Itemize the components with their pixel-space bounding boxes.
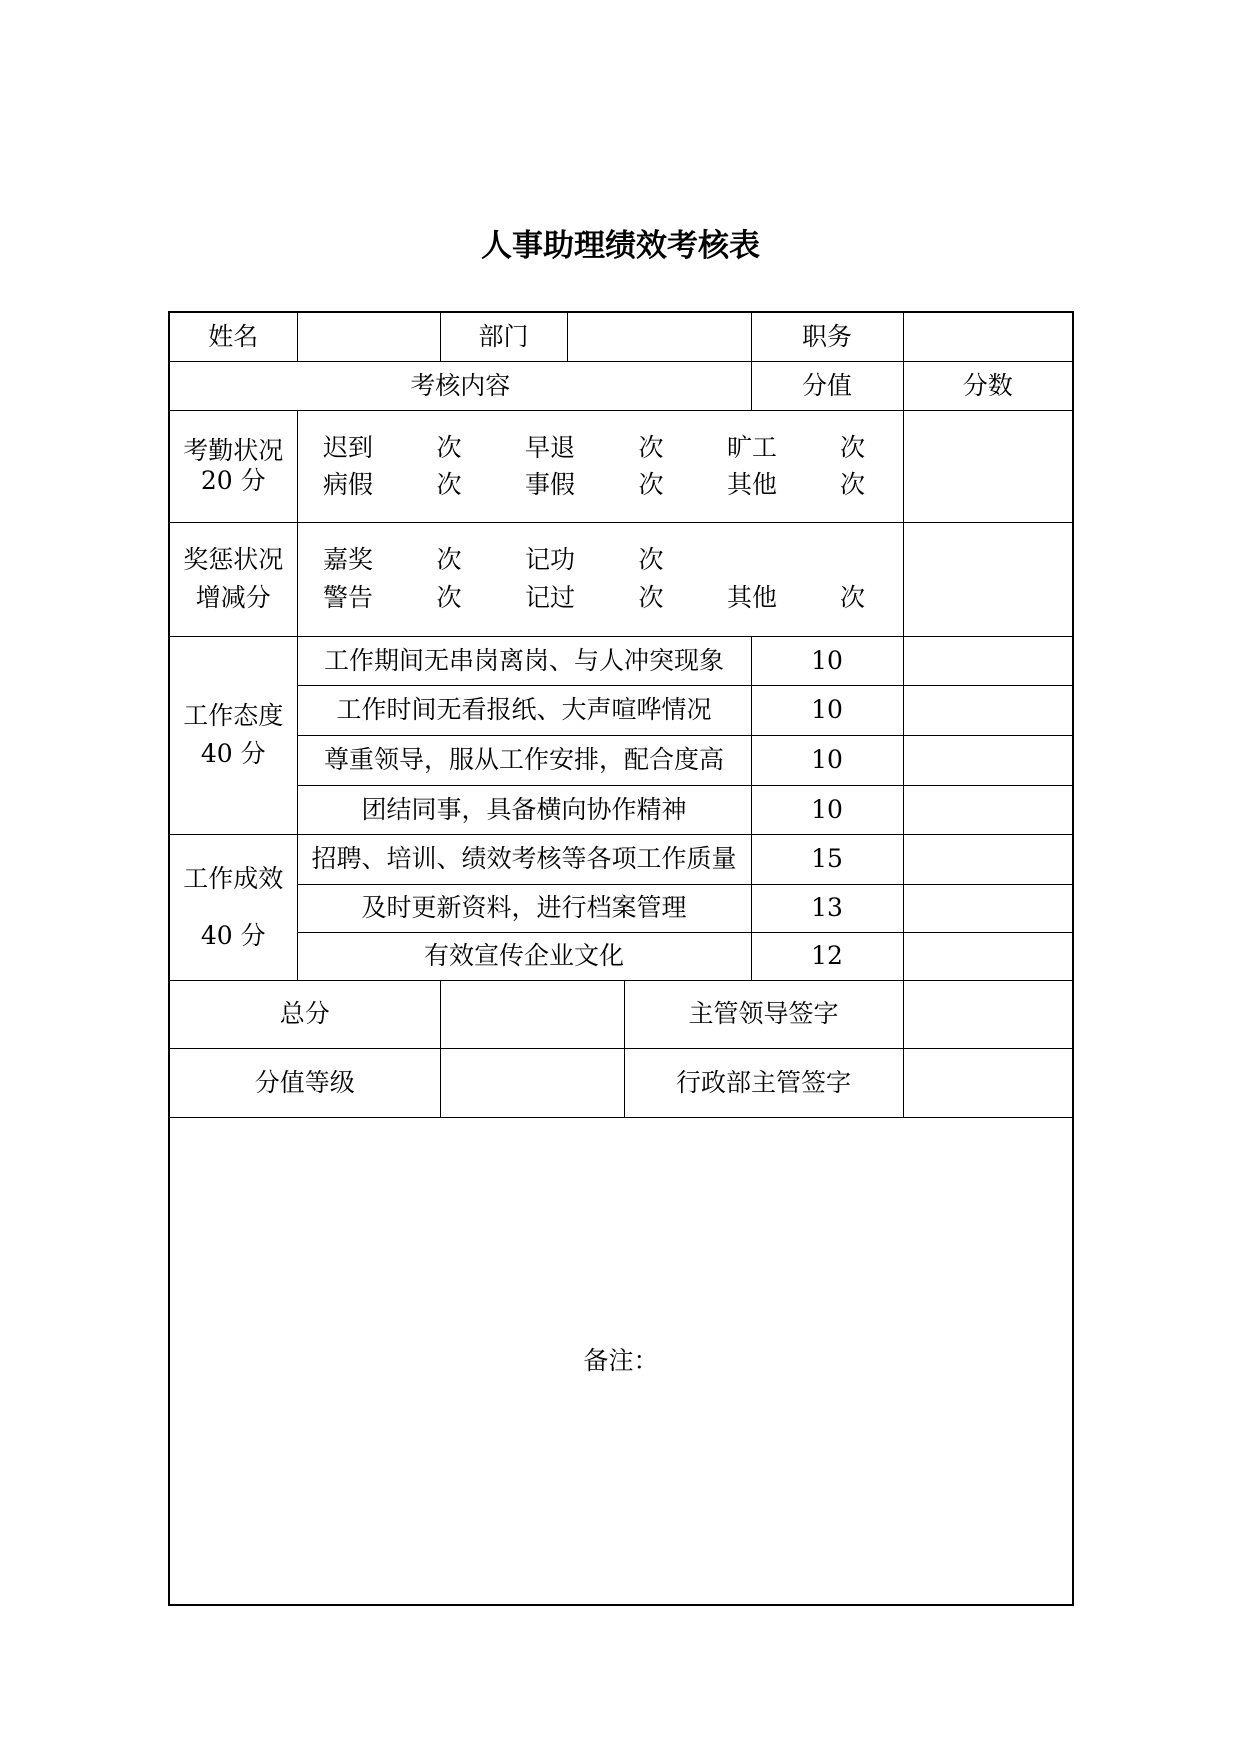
performance-row: [169, 932, 1073, 980]
count-unit-label: 次: [638, 545, 664, 574]
grade-row: [169, 1048, 1073, 1117]
count-unit-label: 次: [839, 470, 865, 499]
attendance-score-field: [903, 410, 1073, 522]
score-grade-label: 分值等级: [169, 1048, 440, 1117]
remarks-cell: [169, 1117, 1073, 1605]
attendance-item-label: 事假: [524, 470, 575, 499]
name-label: 姓名: [169, 312, 297, 361]
criterion-text: 有效宣传企业文化: [297, 932, 751, 980]
tally-line: [298, 541, 903, 579]
performance-row: [169, 884, 1073, 932]
criterion-score-field: [903, 636, 1073, 685]
criterion-score-field: [903, 685, 1073, 735]
rewards-item-label: 警告: [322, 583, 373, 612]
appraisal-table: [168, 311, 1074, 1606]
criterion-text: 团结同事，具备横向协作精神: [297, 785, 751, 834]
attendance-tally: [297, 410, 903, 522]
attendance-item-label: 早退: [524, 433, 575, 462]
criterion-text: 工作时间无看报纸、大声喧哗情况: [297, 685, 751, 735]
criterion-points: 10: [751, 785, 903, 834]
attendance-item-label: 病假: [322, 470, 373, 499]
criterion-points: 10: [751, 735, 903, 785]
rewards-category-label: 奖惩状况: [183, 545, 284, 574]
criterion-text: 招聘、培训、绩效考核等各项工作质量: [297, 834, 751, 884]
dept-label: 部门: [440, 312, 567, 361]
attitude-row: [169, 636, 1073, 685]
rewards-category: [169, 522, 297, 636]
criterion-score-field: [903, 834, 1073, 884]
count-unit-label: 次: [638, 583, 664, 612]
count-unit-label: 次: [436, 433, 462, 462]
header-row: [169, 312, 1073, 361]
rewards-item-label: 其他: [726, 583, 777, 612]
supervisor-signature-label: 主管领导签字: [624, 980, 903, 1048]
count-unit-label: 次: [638, 433, 664, 462]
content-column-header: 考核内容: [169, 361, 751, 410]
admin-supervisor-signature-field: [903, 1048, 1073, 1117]
attitude-row: [169, 735, 1073, 785]
column-header-row: [169, 361, 1073, 410]
count-unit-label: 次: [839, 583, 865, 612]
rewards-item-label: 记功: [524, 545, 575, 574]
attitude-row: [169, 785, 1073, 834]
criterion-points: 10: [751, 636, 903, 685]
count-unit-label: 次: [638, 470, 664, 499]
criterion-points: 15: [751, 834, 903, 884]
total-score-field: [440, 980, 624, 1048]
count-unit-label: 次: [436, 545, 462, 574]
supervisor-signature-field: [903, 980, 1073, 1048]
attitude-row: [169, 685, 1073, 735]
attendance-row: [169, 410, 1073, 522]
performance-category-label: 工作成效: [183, 863, 284, 893]
count-unit-label: 次: [436, 470, 462, 499]
name-field: [297, 312, 440, 361]
tally-line: [298, 466, 903, 503]
criterion-score-field: [903, 735, 1073, 785]
count-unit-label: 次: [436, 583, 462, 612]
rewards-score-field: [903, 522, 1073, 636]
attendance-item-label: 迟到: [322, 433, 373, 462]
criterion-points: 12: [751, 932, 903, 980]
rewards-category-weight: 增减分: [195, 583, 271, 612]
criterion-score-field: [903, 932, 1073, 980]
criterion-points: 10: [751, 685, 903, 735]
rewards-tally: [297, 522, 903, 636]
score-grade-field: [440, 1048, 624, 1117]
attendance-item-label: 其他: [726, 470, 777, 499]
total-score-label: 总分: [169, 980, 440, 1048]
criterion-points: 13: [751, 884, 903, 932]
attendance-category-weight: 20 分: [200, 466, 266, 495]
performance-row: [169, 834, 1073, 884]
remarks-label: 备注：: [583, 1345, 659, 1375]
remarks-row: [169, 1117, 1073, 1605]
tally-line: [298, 579, 903, 617]
attitude-category-label: 工作态度: [183, 701, 284, 730]
rewards-item-label: 记过: [524, 583, 575, 612]
criterion-text: 工作期间无串岗离岗、与人冲突现象: [297, 636, 751, 685]
tally-line: [298, 429, 903, 466]
attitude-category-weight: 40 分: [200, 739, 266, 768]
admin-supervisor-signature-label: 行政部主管签字: [624, 1048, 903, 1117]
dept-field: [567, 312, 751, 361]
rewards-row: [169, 522, 1073, 636]
criterion-text: 尊重领导，服从工作安排，配合度高: [297, 735, 751, 785]
position-label: 职务: [751, 312, 903, 361]
total-row: [169, 980, 1073, 1048]
attendance-category: [169, 410, 297, 522]
attitude-category: [169, 636, 297, 834]
attendance-item-label: 旷工: [726, 433, 777, 462]
criterion-score-field: [903, 785, 1073, 834]
rewards-item-label: 嘉奖: [322, 545, 373, 574]
position-field: [903, 312, 1073, 361]
criterion-score-field: [903, 884, 1073, 932]
form-title: 人事助理绩效考核表: [481, 228, 760, 264]
score-column-header: 分数: [903, 361, 1073, 410]
performance-category-weight: 40 分: [200, 920, 266, 950]
count-unit-label: 次: [839, 433, 865, 462]
criterion-text: 及时更新资料，进行档案管理: [297, 884, 751, 932]
performance-category: [169, 834, 297, 980]
points-column-header: 分值: [751, 361, 903, 410]
attendance-category-label: 考勤状况: [183, 436, 284, 465]
